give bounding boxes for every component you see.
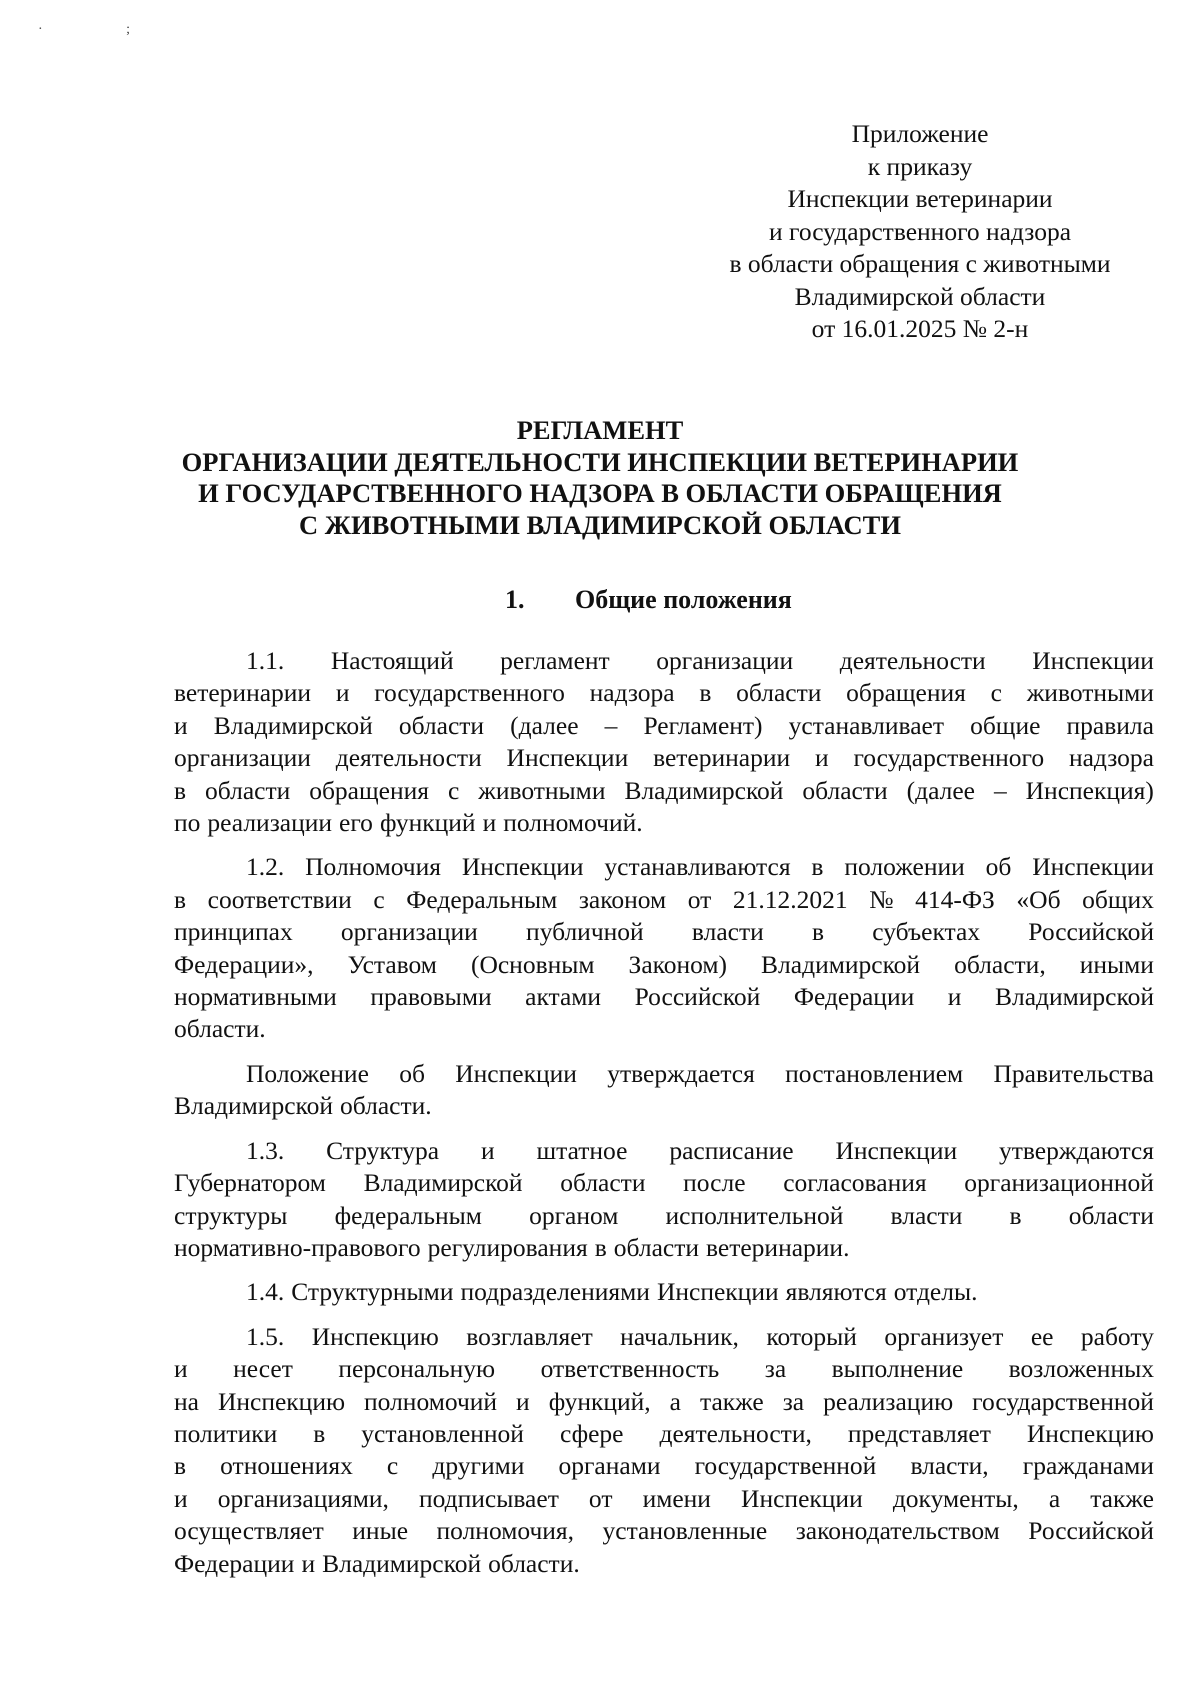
paragraph-line: 1.3. Структура и штатное расписание Инспекции утверждаются [246, 1135, 1154, 1165]
paragraph-line: организации деятельности Инспекции ветеринарии и государственного надзора [174, 743, 1154, 773]
paragraph-line: и несет персональную ответственность за выполнение возложенных [174, 1354, 1154, 1384]
paragraph-line: в области обращения с животными Владимирской области (далее – Инспекция) [174, 775, 1154, 805]
paragraph-line: ветеринарии и государственного надзора в области обращения с животными [174, 678, 1154, 708]
section-heading [505, 584, 792, 616]
document-title [150, 415, 1050, 541]
paragraph-line: 1.1. Настоящий регламент организации деятельности Инспекции [246, 646, 1154, 675]
paragraph-line: 1.2. Полномочия Инспекции устанавливаются в положении об Инспекции [246, 852, 1154, 882]
paragraph-line: структуры федеральным органом исполнительной власти в области [174, 1200, 1154, 1230]
paragraph-line: по реализации его функций и полномочий. [174, 808, 643, 838]
title-line: С ЖИВОТНЫМИ ВЛАДИМИРСКОЙ ОБЛАСТИ [299, 509, 901, 540]
paragraph [174, 1276, 1154, 1308]
paragraph-line: и Владимирской области (далее – Регламент) устанавливает общие правила [174, 710, 1154, 740]
paragraph-line: Федерации и Владимирской области. [174, 1548, 580, 1578]
paragraph [174, 1135, 1154, 1265]
title-line: ОРГАНИЗАЦИИ ДЕЯТЕЛЬНОСТИ ИНСПЕКЦИИ ВЕТЕРИНАРИИ [181, 446, 1019, 477]
paragraph [174, 1321, 1154, 1580]
paragraph-line: осуществляет иные полномочия, установленные законодательством Российской [174, 1516, 1154, 1546]
appendix-line: Приложение [851, 119, 989, 148]
appendix-line: от 16.01.2025 № 2-н [811, 314, 1029, 343]
paragraph-line: и организациями, подписывает от имени Инспекции документы, а также [174, 1483, 1154, 1513]
paragraph-line: принципах организации публичной власти в субъектах Российской [174, 917, 1154, 947]
paragraph-line: в соответствии с Федеральным законом от 21.12.2021 № 414-ФЗ «Об общих [174, 884, 1154, 914]
paragraph-line: политики в установленной сфере деятельности, представляет Инспекцию [174, 1418, 1154, 1448]
appendix-block [640, 118, 1200, 346]
paragraph [174, 645, 1154, 839]
section-title: Общие положения [575, 585, 792, 614]
title-line: И ГОСУДАРСТВЕННОГО НАДЗОРА В ОБЛАСТИ ОБРАЩЕНИЯ [198, 478, 1002, 508]
appendix-line: Владимирской области [794, 281, 1046, 311]
body-text [174, 645, 1154, 1592]
paragraph [174, 1058, 1154, 1123]
appendix-line: в области обращения с животными [729, 249, 1111, 278]
paragraph-line: нормативными правовыми актами Российской Федерации и Владимирской [174, 982, 1154, 1012]
paragraph-line: Владимирской области. [174, 1091, 432, 1121]
scan-specks: · ; [38, 22, 171, 37]
paragraph [174, 851, 1154, 1045]
section-number: 1. [505, 585, 525, 614]
appendix-line: и государственного надзора [768, 216, 1072, 246]
paragraph-line: Федерации», Уставом (Основным Законом) Владимирской области, иными [174, 949, 1154, 979]
paragraph-line: 1.4. Структурными подразделениями Инспекции являются отделы. [246, 1277, 978, 1307]
paragraph-line: 1.5. Инспекцию возглавляет начальник, который организует ее работу [246, 1321, 1154, 1351]
paragraph-line: нормативно-правового регулирования в области ветеринарии. [174, 1232, 850, 1262]
title-line: РЕГЛАМЕНТ [516, 415, 684, 445]
paragraph-line: в отношениях с другими органами государственной власти, гражданами [174, 1451, 1154, 1481]
paragraph-line: Положение об Инспекции утверждается постановлением Правительства [246, 1058, 1154, 1088]
paragraph-line: области. [174, 1014, 266, 1044]
paragraph-line: Губернатором Владимирской области после согласования организационной [174, 1168, 1154, 1198]
paragraph-line: на Инспекцию полномочий и функций, а также за реализацию государственной [174, 1386, 1154, 1416]
appendix-line: к приказу [867, 151, 973, 181]
appendix-line: Инспекции ветеринарии [787, 184, 1053, 213]
